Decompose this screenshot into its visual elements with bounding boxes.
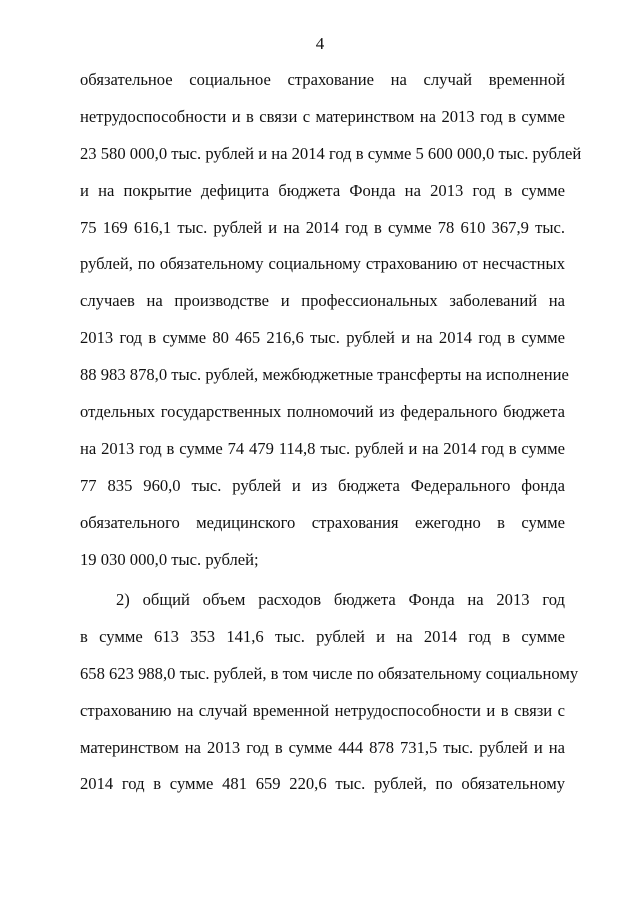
paragraph-line: и на покрытие дефицита бюджета Фонда на 2013 год в сумме <box>80 180 565 200</box>
paragraph-line: обязательное социальное страхование на случай временной <box>80 70 565 89</box>
paragraph-line: 2014 год в сумме 481 659 220,6 тыс. рублей, по обязательному <box>80 774 565 794</box>
paragraph-line: 2) общий объем расходов бюджета Фонда на 2013 год <box>116 590 565 609</box>
paragraph-line: 658 623 988,0 тыс. рублей, в том числе по обязательному социальному <box>80 663 579 683</box>
paragraph-line: нетрудоспособности и в связи с материнством на 2013 год в сумме <box>80 106 565 126</box>
paragraph-line: 88 983 878,0 тыс. рублей, межбюджетные трансферты на исполнение <box>80 365 569 385</box>
paragraph-line: на 2013 год в сумме 74 479 114,8 тыс. рублей и на 2014 год в сумме <box>80 438 565 458</box>
paragraph-line: материнством на 2013 год в сумме 444 878 731,5 тыс. рублей и на <box>80 737 565 757</box>
paragraph-line: в сумме 613 353 141,6 тыс. рублей и на 2014 год в сумме <box>80 626 565 646</box>
paragraph-line: 23 580 000,0 тыс. рублей и на 2014 год в сумме 5 600 000,0 тыс. рублей <box>80 143 582 163</box>
paragraph-line: случаев на производстве и профессиональных заболеваний на <box>80 291 565 311</box>
paragraph-line: 19 030 000,0 тыс. рублей; <box>80 549 259 569</box>
paragraph-1 <box>80 62 582 578</box>
paragraph-line: отдельных государственных полномочий из федерального бюджета <box>80 402 565 422</box>
paragraph-line: 77 835 960,0 тыс. рублей и из бюджета Федерального фонда <box>80 475 565 495</box>
paragraph-line: страхованию на случай временной нетрудоспособности и в связи с <box>80 700 565 720</box>
paragraph-line: 75 169 616,1 тыс. рублей и на 2014 год в сумме 78 610 367,9 тыс. <box>80 217 565 237</box>
paragraph-line: 2013 год в сумме 80 465 216,6 тыс. рублей и на 2014 год в сумме <box>80 328 565 348</box>
paragraph-2 <box>80 582 579 803</box>
paragraph-line: рублей, по обязательному социальному страхованию от несчастных <box>80 254 565 274</box>
page-number: 4 <box>315 34 325 53</box>
paragraph-line: обязательного медицинского страхования ежегодно в сумме <box>80 512 565 532</box>
